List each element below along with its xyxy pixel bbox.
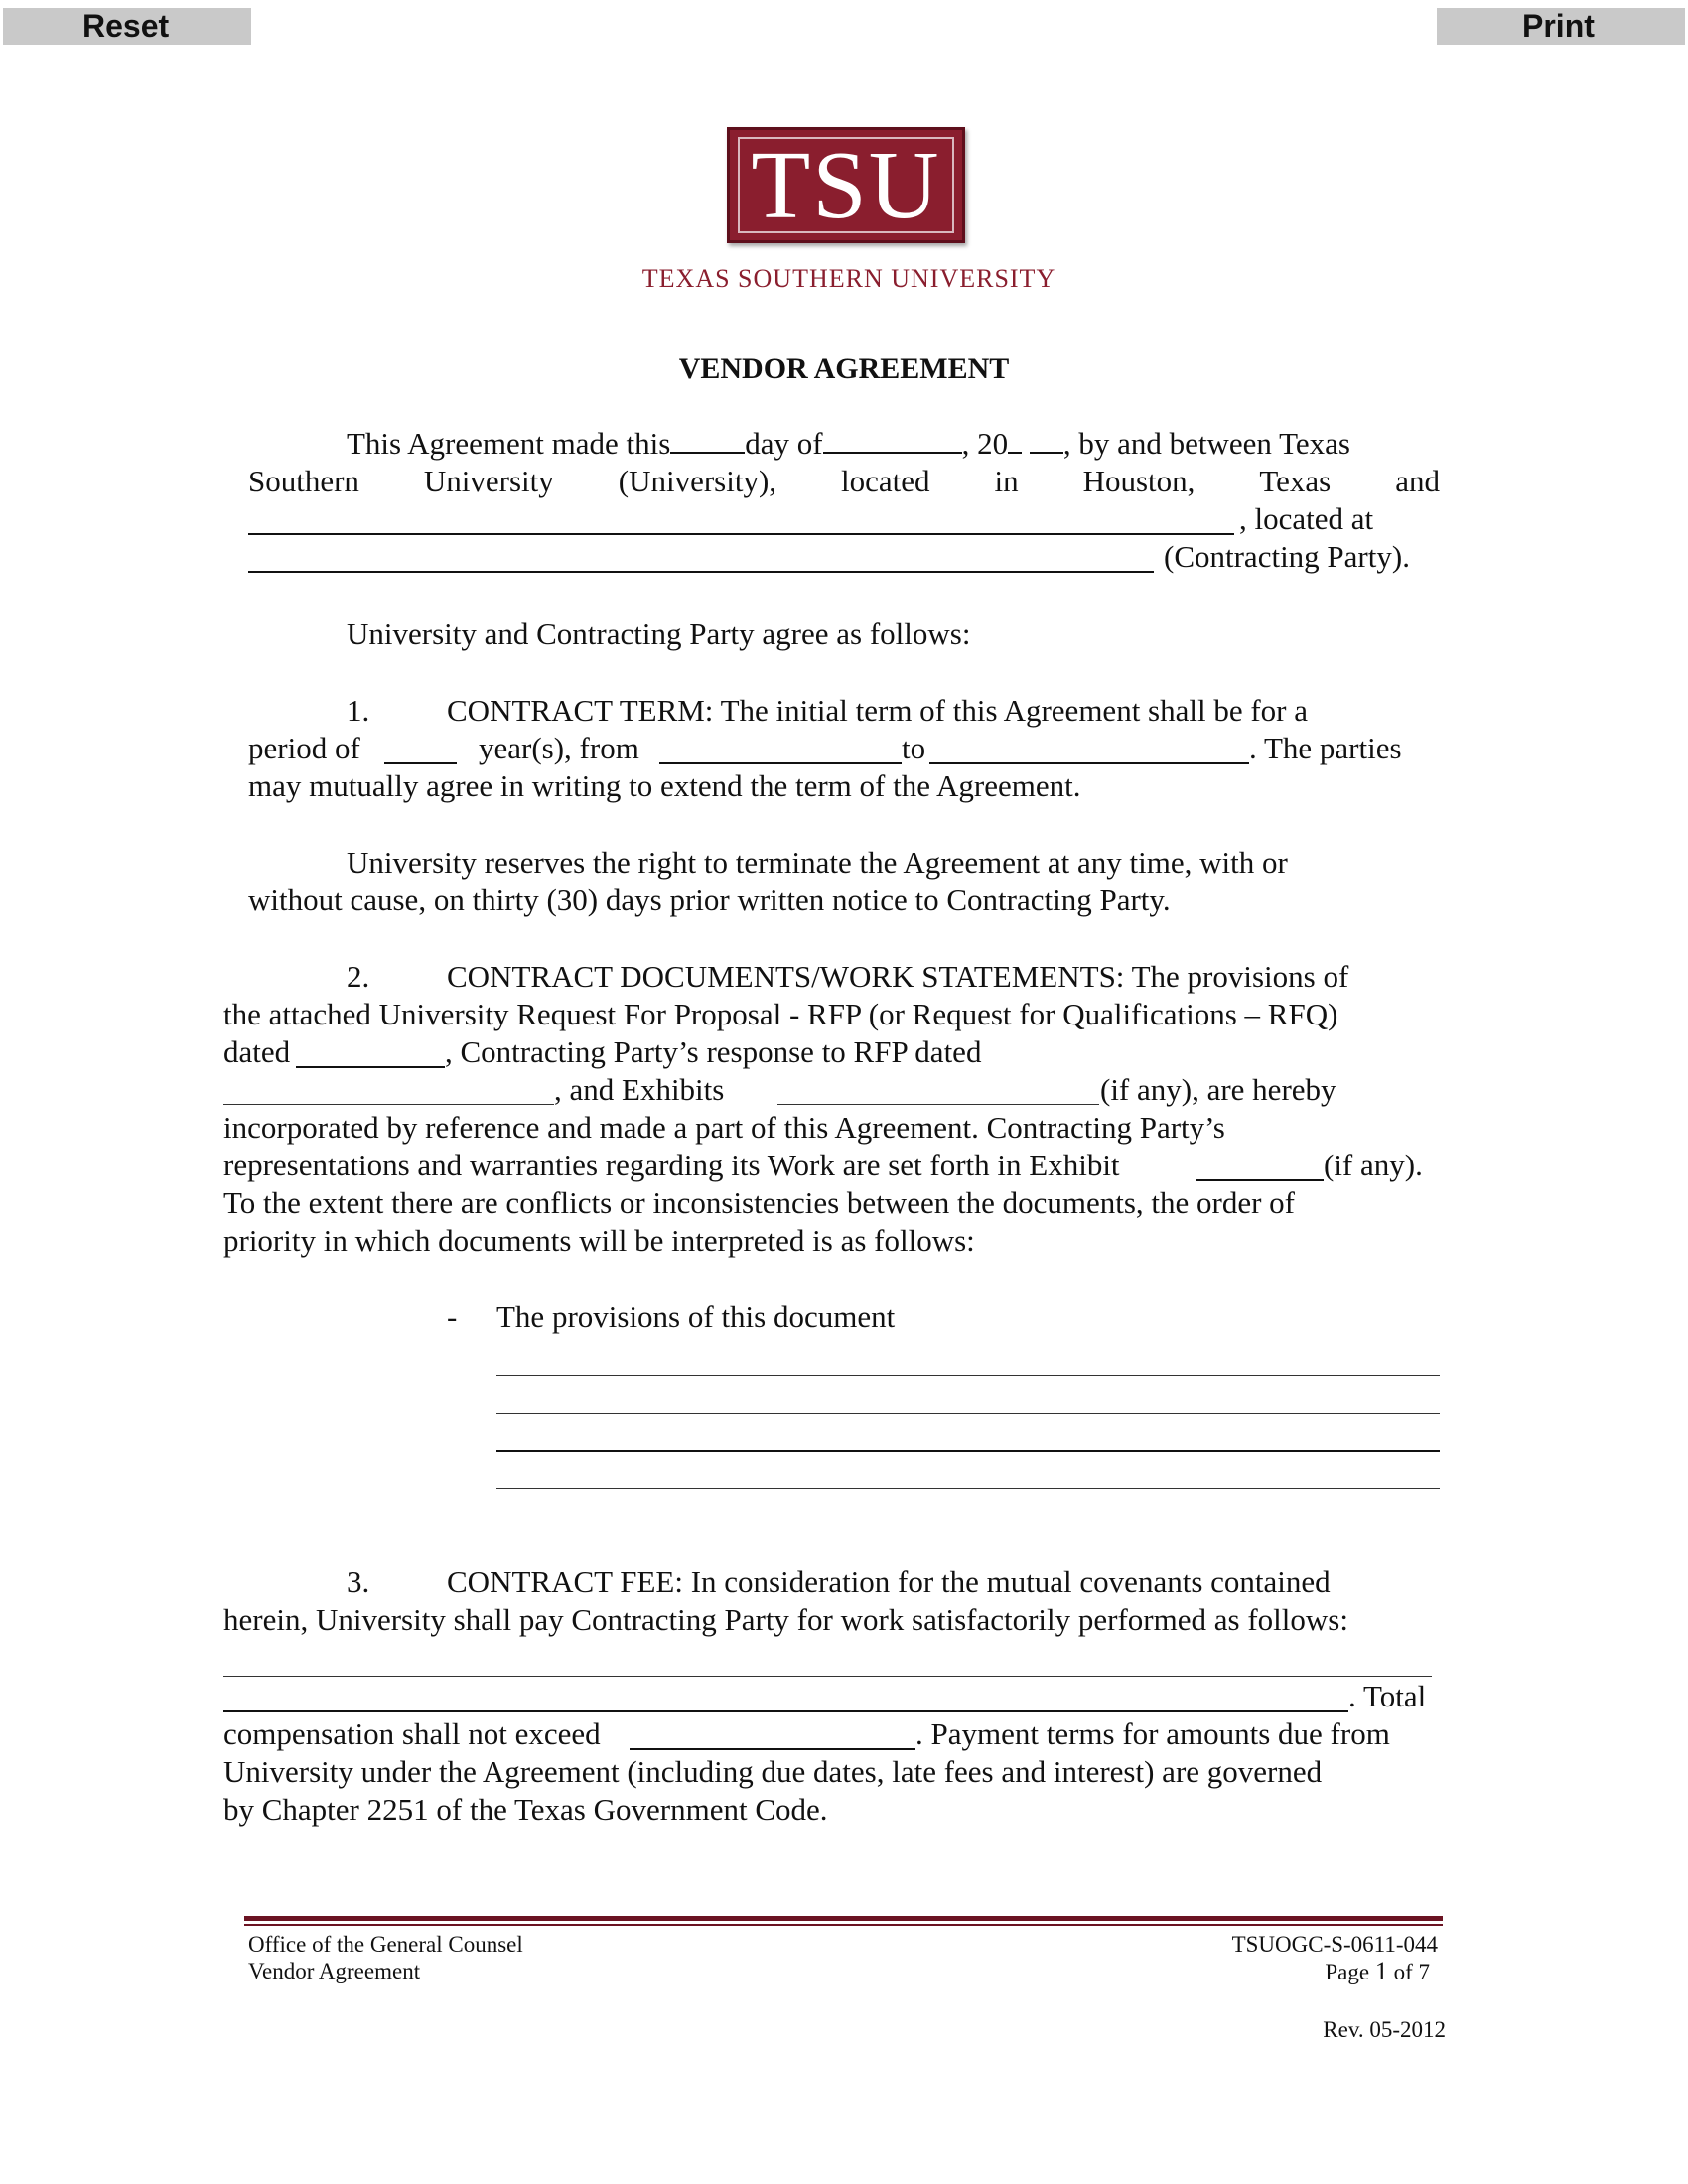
intro-word: and [1395, 464, 1440, 498]
footer-doc-name: Vendor Agreement [248, 1959, 421, 1983]
section-2-line-2: the attached University Request For Proposal - RFP (or Request for Qualifications – RFQ) [223, 997, 1338, 1031]
section-2-line-7: To the extent there are conflicts or inconsistencies between the documents, the order of [223, 1185, 1295, 1220]
contracting-party-address-field[interactable] [248, 571, 1154, 573]
document-title: VENDOR AGREEMENT [678, 352, 1010, 385]
tsu-logo-mark: TSU [738, 137, 954, 233]
rfp-date-field[interactable] [296, 1066, 445, 1068]
priority-field-1[interactable] [496, 1375, 1440, 1376]
section-1-line-3: may mutually agree in writing to extend the term of the Agreement. [248, 768, 1081, 803]
section-2-if-any: (if any), are hereby [1100, 1072, 1336, 1107]
section-2-line-5: incorporated by reference and made a part of this Agreement. Contracting Party’s [223, 1110, 1225, 1145]
terminate-line-2: without cause, on thirty (30) days prior written notice to Contracting Party. [248, 883, 1171, 917]
footer-rule [244, 1916, 1443, 1921]
footer-rule-thin [244, 1924, 1443, 1926]
terminate-line-1: University reserves the right to terminate the Agreement at any time, with or [347, 845, 1288, 880]
footer-page-prefix: Page [1325, 1960, 1370, 1984]
section-3-compensation: compensation shall not exceed [223, 1716, 601, 1751]
section-1-parties: . The parties [1249, 731, 1402, 765]
year-prefix-field[interactable] [1008, 428, 1022, 454]
intro-word: Southern [248, 464, 359, 498]
exhibits-field[interactable] [777, 1104, 1099, 1105]
section-2-line-1: CONTRACT DOCUMENTS/WORK STATEMENTS: The provisions of [447, 959, 1349, 994]
section-2-dated: dated [223, 1034, 291, 1069]
intro-word: Texas [1259, 464, 1332, 498]
section-3-total: . Total [1348, 1679, 1427, 1713]
section-3-line-1: CONTRACT FEE: In consideration for the mutual covenants contained [447, 1565, 1331, 1599]
section-3-number: 3. [347, 1565, 370, 1599]
intro-line-1 [347, 425, 1350, 463]
intro-word: (University), [618, 464, 777, 498]
payment-terms-field-2[interactable] [223, 1710, 1348, 1712]
section-3-line-5: University under the Agreement (including due dates, late fees and interest) are governed [223, 1754, 1323, 1789]
intro-contracting-party: (Contracting Party). [1164, 539, 1410, 574]
intro-word: Houston, [1082, 464, 1196, 498]
bullet-provisions: The provisions of this document [496, 1299, 896, 1334]
month-field[interactable] [823, 428, 962, 454]
section-2-and-exhibits: , and Exhibits [554, 1072, 725, 1107]
year-field[interactable] [1030, 428, 1063, 454]
intro-text-a: This Agreement made this [347, 426, 671, 461]
term-end-field[interactable] [929, 762, 1249, 764]
intro-line-2 [248, 463, 1440, 500]
term-years-field[interactable] [384, 762, 457, 764]
footer-page-suffix: of 7 [1393, 1960, 1430, 1984]
response-date-field[interactable] [223, 1104, 554, 1105]
section-3-line-6: by Chapter 2251 of the Texas Government Code. [223, 1792, 828, 1827]
section-2-line-6: representations and warranties regarding its Work are set forth in Exhibit [223, 1148, 1120, 1182]
intro-text-c: , 20 [961, 426, 1009, 461]
intro-word: in [994, 464, 1019, 498]
intro-word: located [841, 464, 930, 498]
priority-field-3[interactable] [496, 1450, 1440, 1452]
tsu-logo [727, 127, 965, 243]
intro-located-at: , located at [1239, 501, 1374, 536]
section-2-number: 2. [347, 959, 370, 994]
print-button[interactable]: Print [1437, 8, 1685, 45]
footer-page [1211, 1958, 1430, 1985]
footer-doc-code: TSUOGC-S-0611-044 [1231, 1932, 1438, 1957]
section-1-line-1: CONTRACT TERM: The initial term of this Agreement shall be for a [447, 693, 1309, 728]
section-2-line-8: priority in which documents will be interpreted is as follows: [223, 1223, 975, 1258]
term-start-field[interactable] [659, 762, 902, 764]
priority-field-2[interactable] [496, 1413, 1440, 1414]
section-1-to: to [902, 731, 926, 765]
section-1-number: 1. [347, 693, 370, 728]
section-3-line-2: herein, University shall pay Contracting Party for work satisfactorily performed as follows: [223, 1602, 1348, 1637]
exhibit-warranties-field[interactable] [1196, 1179, 1324, 1181]
contracting-party-name-field[interactable] [248, 533, 1234, 535]
reset-button[interactable]: Reset [3, 8, 251, 45]
intro-text-b: day of [745, 426, 823, 461]
section-2-response: , Contracting Party’s response to RFP dated [445, 1034, 982, 1069]
priority-field-4[interactable] [496, 1488, 1440, 1489]
footer-revision: Rev. 05-2012 [1323, 2017, 1446, 2042]
footer-page-number: 1 [1374, 1957, 1388, 1985]
agree-line: University and Contracting Party agree as follows: [347, 616, 971, 651]
payment-terms-field-1[interactable] [223, 1676, 1432, 1677]
day-field[interactable] [670, 428, 745, 454]
footer-office: Office of the General Counsel [248, 1932, 523, 1957]
intro-text-d: , by and between Texas [1062, 426, 1350, 461]
section-2-if-any-2: (if any). [1324, 1148, 1423, 1182]
max-compensation-field[interactable] [630, 1748, 915, 1750]
university-name: TEXAS SOUTHERN UNIVERSITY [641, 264, 1056, 293]
intro-word: University [423, 464, 554, 498]
bullet-dash: - [447, 1299, 458, 1334]
section-1-period-label: period of [248, 731, 360, 765]
section-3-payment: . Payment terms for amounts due from [915, 1716, 1390, 1751]
section-1-years-from: year(s), from [479, 731, 639, 765]
